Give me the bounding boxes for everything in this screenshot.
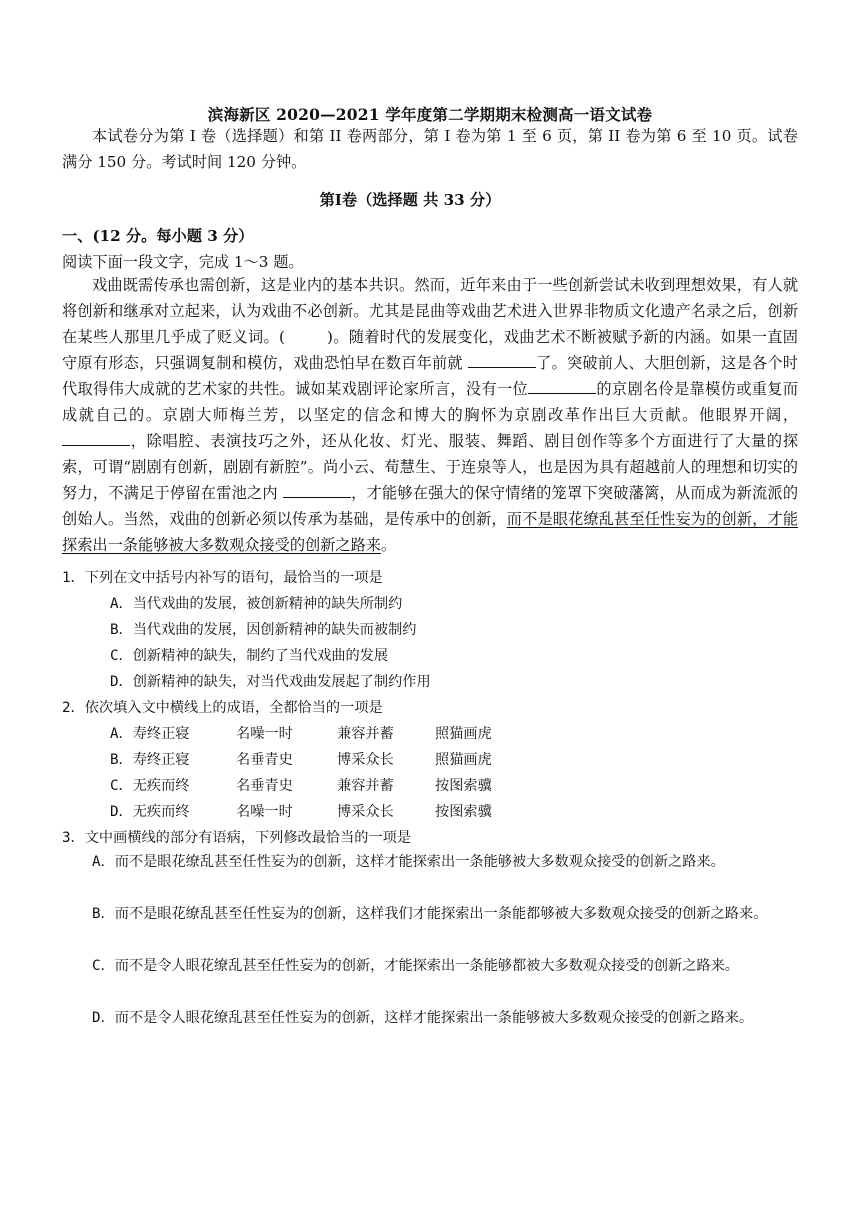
exam-title: 滨海新区 2020—2021 学年度第二学期期末检测高一语文试卷	[207, 105, 653, 124]
q1-option-b: B．当代戏曲的发展，因创新精神的缺失而被制约	[110, 622, 417, 638]
underlined-sentence: 而不是眼花缭乱甚至任性妄为的创新，才能探索出一条能够被大多数观众接受的创新之路来	[62, 510, 799, 554]
exam-intro: 本试卷分为第 I 卷（选择题）和第 II 卷两部分，第 I 卷为第 1 至 6 页，第 II 卷为第 6 至 10 页。试卷满分 150 分。考试时间 120 分钟。	[62, 127, 798, 171]
passage-end: 。	[380, 536, 397, 554]
q2-d-word-4: 按图索骥	[435, 804, 492, 820]
fill-blank-3	[62, 429, 130, 446]
q2-c-word-4: 按图索骥	[435, 778, 492, 794]
q3-option-b: B．而不是眼花缭乱甚至任性妄为的创新，这样我们才能探索出一条能都够被大多数观众接受的创新之路来。	[92, 906, 768, 922]
q2-option-b	[110, 749, 492, 769]
passage-s4: 的京剧名伶是靠模仿或重复而成就自己的。京剧大师梅兰芳，以坚定的信念和博大的胸怀为京剧改革作出巨大贡献。他眼界开阔，	[62, 380, 799, 424]
fill-blank-2	[528, 377, 596, 394]
passage-s5: ，除唱腔、表演技巧之外，还从化妆、灯光、服装、舞蹈、剧目创作等多个方面进行了大量的探索，可谓“剧剧有创新，剧剧有新腔”。尚小云、荀慧生、于连泉等人，也是因为具有超越前人的理想和切实的努力，不满足于停留在雷池之内	[62, 432, 798, 502]
q2-a-word-1: A．寿终正寝	[110, 726, 190, 742]
q2-a-word-4: 照猫画虎	[435, 726, 492, 742]
q1-option-a: A．当代戏曲的发展，被创新精神的缺失所制约	[110, 596, 403, 612]
q2-option-c	[110, 775, 492, 795]
q1-option-c: C．创新精神的缺失，制约了当代戏曲的发展	[110, 648, 389, 664]
q2-d-word-2: 名噪一时	[236, 804, 293, 820]
q2-option-d	[110, 801, 492, 821]
q2-c-word-1: C．无疾而终	[110, 778, 190, 794]
q1-option-d: D．创新精神的缺失，对当代戏曲发展起了制约作用	[110, 674, 431, 690]
q2-a-word-3: 兼容并蓄	[337, 726, 394, 742]
q2-b-word-4: 照猫画虎	[435, 752, 492, 768]
q3-option-c: C．而不是令人眼花缭乱甚至任性妄为的创新，才能探索出一条能够都被大多数观众接受的创新之路来。	[92, 958, 739, 974]
q2-b-word-1: B．寿终正寝	[110, 752, 190, 768]
q3-option-a: A．而不是眼花缭乱甚至任性妄为的创新，这样才能探索出一条能够被大多数观众接受的创新之路来。	[92, 854, 725, 870]
section1-heading: 一、(12 分。每小题 3 分）	[62, 227, 254, 245]
passage-s3: 了。突破前人、大胆创新，这是各个时代取得伟大成就的艺术家的共性。诚如某戏剧评论家所言，没有一位	[62, 354, 798, 398]
part1-title: 第Ⅰ卷（选择题 共 33 分）	[319, 191, 501, 209]
fill-blank-1	[468, 351, 536, 368]
q2-c-word-2: 名垂青史	[236, 778, 293, 794]
passage-s1: 戏曲既需传承也需创新，这是业内的基本共识。然而，近年来由于一些创新尝试未收到理想效果，有人就将创新和继承对立起来，认为戏曲不必创新。尤其是昆曲等戏曲艺术进入世界非物质文化遗产名录之后，创新在某些人那里几乎成了贬义词。(	[62, 276, 798, 346]
passage-s6: ，才能够在强大的保守情绪的笼罩下突破藩篱，从而成为新流派的创始人。当然，戏曲的创新必须以传承为基础，是传承中的创新，	[62, 484, 799, 528]
fill-blank-4	[283, 481, 351, 498]
q1-stem: 1．下列在文中括号内补写的语句，最恰当的一项是	[62, 570, 383, 586]
q2-b-word-3: 博采众长	[337, 752, 394, 768]
q2-option-a	[110, 723, 492, 743]
q2-c-word-3: 兼容并蓄	[337, 778, 394, 794]
q2-d-word-1: D．无疾而终	[110, 804, 190, 820]
reading-passage	[62, 272, 798, 558]
q2-d-word-3: 博采众长	[337, 804, 394, 820]
q2-a-word-2: 名噪一时	[236, 726, 293, 742]
passage-s2: )。随着时代的发展变化，戏曲艺术不断被赋予新的内涵。如果一直固守原有形态，只强调复制和模仿，戏曲恐怕早在数百年前就	[62, 328, 798, 372]
section1-instruction: 阅读下面一段文字，完成 1～3 题。	[62, 253, 304, 271]
q3-stem: 3．文中画横线的部分有语病，下列修改最恰当的一项是	[62, 830, 412, 846]
q2-b-word-2: 名垂青史	[236, 752, 293, 768]
q2-stem: 2．依次填入文中横线上的成语，全都恰当的一项是	[62, 700, 383, 716]
q3-option-d: D．而不是令人眼花缭乱甚至任性妄为的创新，这样才能探索出一条能够被大多数观众接受的创新之路来。	[92, 1010, 754, 1026]
